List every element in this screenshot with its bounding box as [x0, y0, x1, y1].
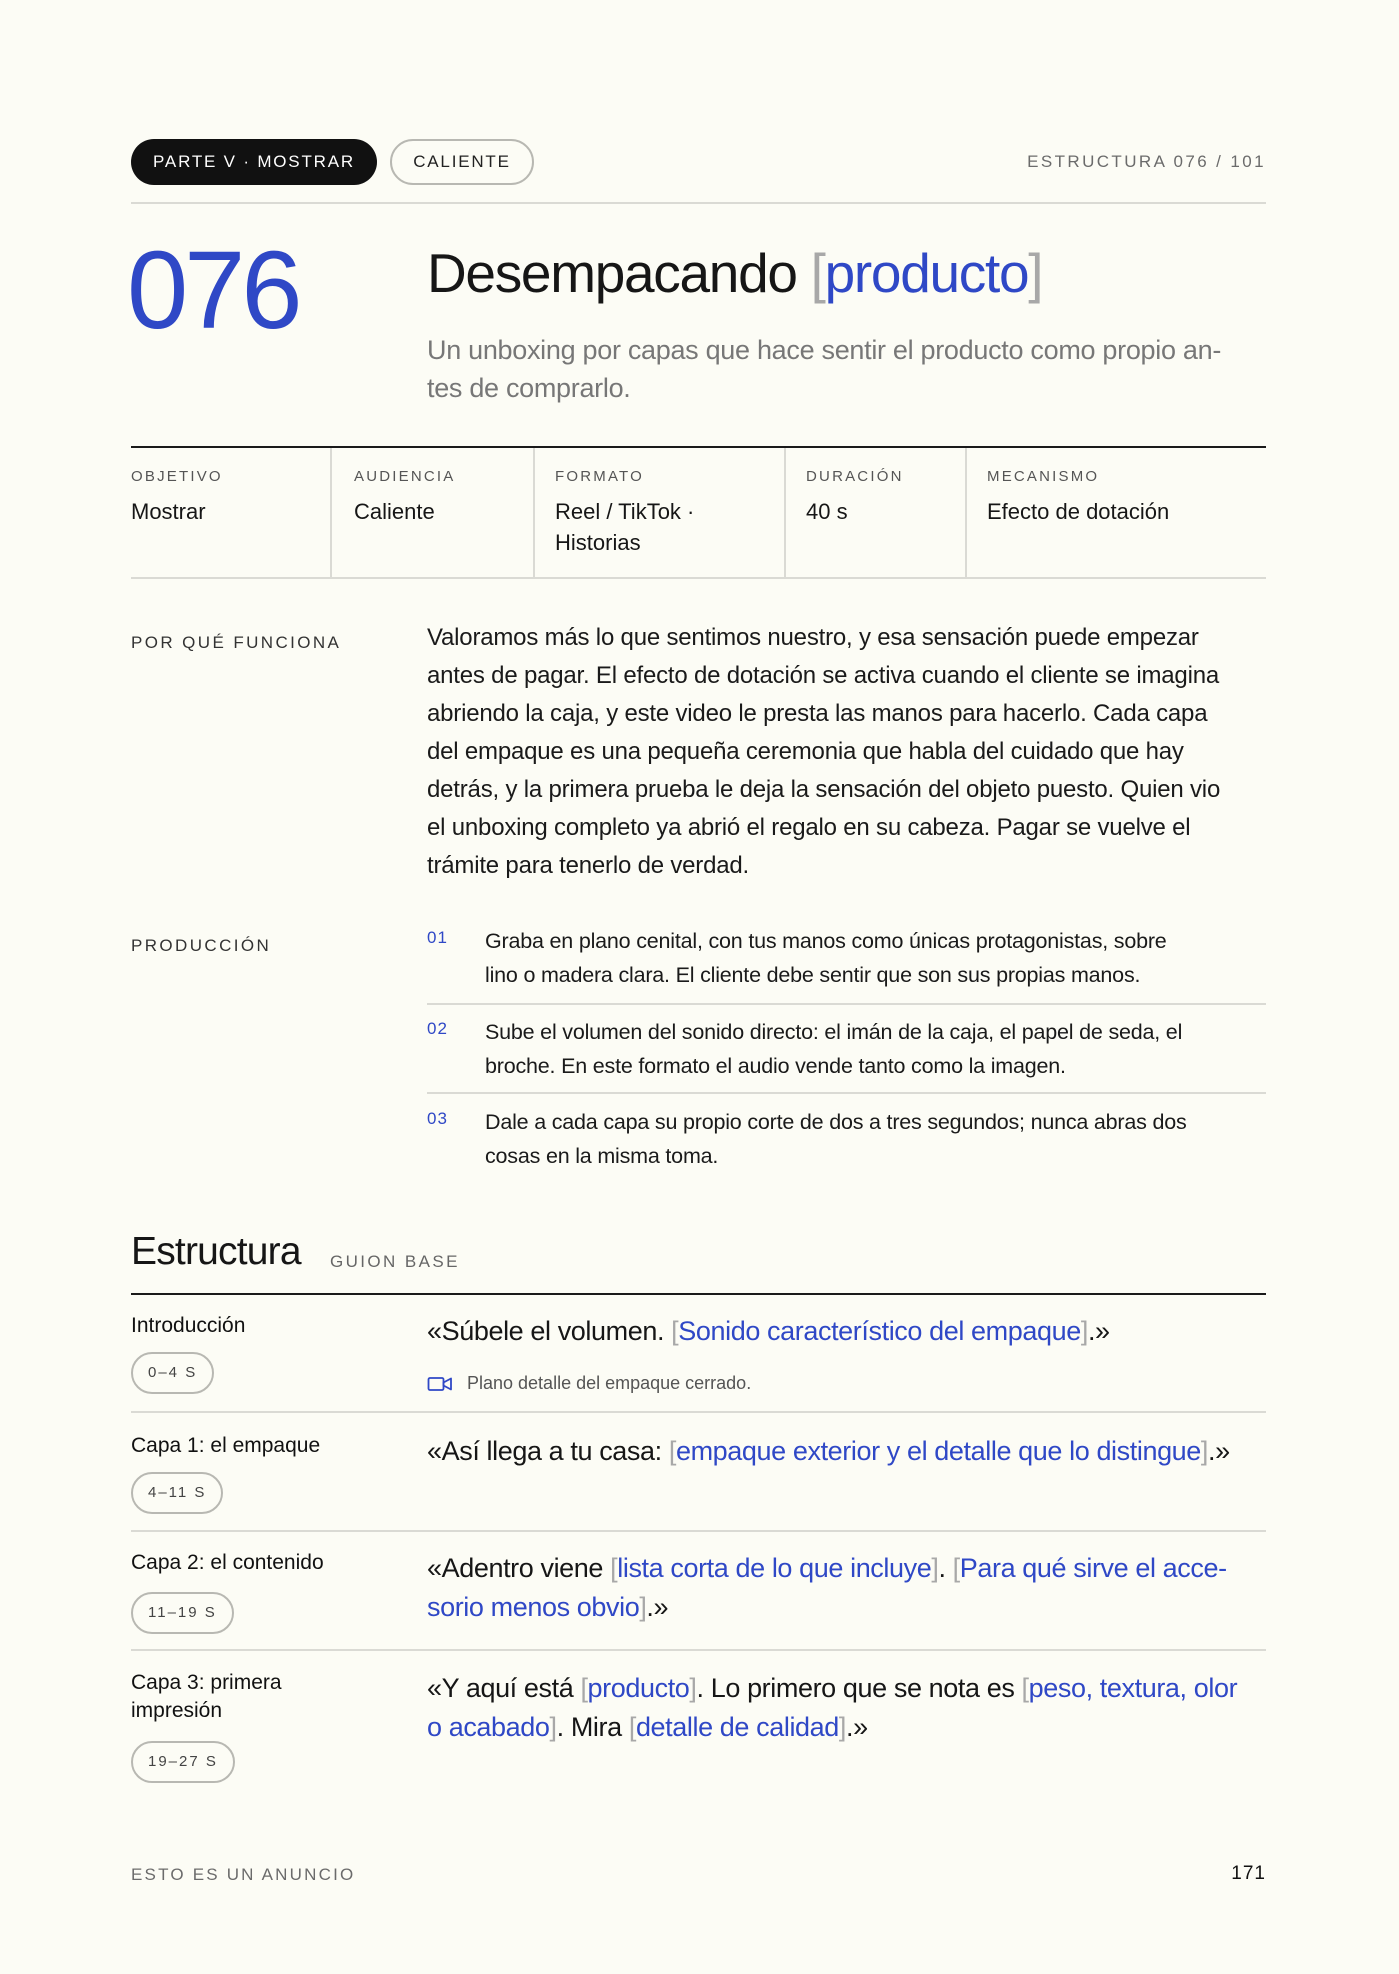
meta-label: AUDIENCIA	[354, 468, 456, 485]
script-placeholder: detalle de calidad	[635, 1712, 839, 1742]
beat-script	[427, 1669, 1267, 1747]
beat-name-line: Capa 3: primera	[131, 1671, 282, 1694]
production-number: 03	[427, 1109, 448, 1128]
script-text: . Lo primero que se nota es	[696, 1673, 1022, 1703]
meta-value-line: 40 s	[806, 499, 848, 524]
shot-note	[427, 1370, 751, 1396]
shot-note-text: Plano detalle del empaque cerrado.	[467, 1373, 752, 1393]
structure-row-divider	[131, 1649, 1266, 1651]
why-line: el unboxing completo ya abrió el regalo en su cabeza. Pagar se vuelve el	[427, 814, 1191, 841]
meta-label: MECANISMO	[987, 468, 1100, 485]
meta-value	[354, 496, 435, 527]
script-placeholder: producto	[587, 1673, 690, 1703]
bracket-close: ]	[1200, 1436, 1209, 1466]
meta-value-line: Mostrar	[131, 499, 206, 524]
entry-number: 076	[127, 229, 299, 352]
script-text: . Mira	[556, 1712, 629, 1742]
title-main: Desempacando	[427, 242, 811, 304]
time-pill: 4–11 S	[131, 1472, 223, 1514]
bracket-close: ]	[1080, 1316, 1088, 1346]
bracket-open: [	[628, 1712, 636, 1742]
beat-script	[427, 1549, 1267, 1627]
meta-value	[555, 496, 694, 558]
beat-name-line: Capa 1: el empaque	[131, 1434, 321, 1457]
meta-mecanismo	[987, 448, 1257, 577]
subtitle-line: Un unboxing por capas que hace sentir el producto como propio an-	[427, 335, 1222, 365]
meta-value-line: Efecto de dotación	[987, 499, 1170, 524]
script-text: «Así llega a tu casa:	[427, 1436, 669, 1466]
time-pill: 0–4 S	[131, 1352, 214, 1394]
meta-value-line: Caliente	[354, 499, 435, 524]
beat-name-line: impresión	[131, 1699, 223, 1722]
script-text: .	[938, 1553, 953, 1583]
why-line: trámite para tenerlo de verdad.	[427, 852, 749, 879]
production-text	[485, 924, 1265, 992]
production-line: Sube el volumen del sonido directo: el imán de la caja, el papel de seda, el	[485, 1020, 1183, 1044]
bracket-close: ]	[639, 1592, 647, 1622]
bracket-open: [	[668, 1436, 676, 1466]
entry-title	[427, 242, 1043, 304]
meta-label: FORMATO	[555, 468, 645, 485]
beat-name	[131, 1312, 371, 1340]
beat-script	[427, 1432, 1267, 1471]
meta-duracion	[806, 448, 956, 577]
meta-divider	[965, 448, 967, 577]
bracket-open: [	[952, 1553, 960, 1583]
bracket-close: ]	[838, 1712, 847, 1742]
meta-objetivo	[131, 448, 331, 577]
title-bracket-open: [	[810, 242, 825, 304]
production-line: cosas en la misma toma.	[485, 1144, 719, 1168]
production-number: 01	[427, 928, 448, 947]
meta-divider	[533, 448, 535, 577]
title-bracket-close: ]	[1028, 242, 1043, 304]
beat-name	[131, 1432, 371, 1460]
why-label: POR QUÉ FUNCIONA	[131, 633, 342, 652]
script-text: .»	[1087, 1316, 1110, 1346]
video-camera-icon	[427, 1373, 453, 1395]
production-number: 02	[427, 1019, 448, 1038]
script-text: «Súbele el volumen.	[427, 1316, 672, 1346]
page	[127, 0, 1266, 1974]
production-line: broche. En este formato el audio vende tanto como la imagen.	[485, 1054, 1066, 1078]
script-placeholder: peso, textura, olor	[1028, 1673, 1238, 1703]
subtitle-line: tes de comprarlo.	[427, 373, 631, 403]
meta-divider	[784, 448, 786, 577]
structure-subtitle: GUION BASE	[330, 1252, 460, 1271]
entry-subtitle	[427, 331, 1267, 407]
beat-script	[427, 1312, 1267, 1351]
production-text	[485, 1105, 1265, 1173]
beat-name-line: Capa 2: el contenido	[131, 1551, 324, 1574]
script-placeholder: lista corta de lo que incluye	[617, 1553, 932, 1583]
script-text: «Adentro viene	[427, 1553, 611, 1583]
script-text: .»	[1208, 1436, 1230, 1466]
structure-top-rule	[131, 1293, 1266, 1295]
bracket-open: [	[1021, 1673, 1029, 1703]
time-pill: 19–27 S	[131, 1741, 235, 1783]
meta-audiencia	[354, 448, 524, 577]
script-text: .»	[846, 1712, 868, 1742]
script-text: .»	[646, 1592, 669, 1622]
bracket-close: ]	[549, 1712, 557, 1742]
beat-name	[131, 1549, 371, 1577]
meta-formato	[555, 448, 775, 577]
production-text	[485, 1015, 1265, 1083]
structure-title: Estructura	[131, 1230, 301, 1273]
bracket-close: ]	[689, 1673, 697, 1703]
title-placeholder: producto	[824, 242, 1029, 304]
footer-note: ESTO ES UN ANUNCIO	[131, 1865, 356, 1884]
why-line: antes de pagar. El efecto de dotación se activa cuando el cliente se imagina	[427, 662, 1219, 689]
why-line: del empaque es una pequeña ceremonia que habla del cuidado que hay	[427, 738, 1184, 765]
bracket-open: [	[580, 1673, 588, 1703]
production-line: Graba en plano cenital, con tus manos como únicas protagonistas, sobre	[485, 929, 1167, 953]
production-line: lino o madera clara. El cliente debe sentir que son sus propias manos.	[485, 963, 1141, 987]
script-placeholder: o acabado	[427, 1712, 550, 1742]
time-pill: 11–19 S	[131, 1592, 234, 1634]
meta-divider	[330, 448, 332, 577]
meta-value	[131, 496, 206, 527]
script-placeholder: sorio menos obvio	[427, 1592, 640, 1622]
bracket-close: ]	[931, 1553, 939, 1583]
why-line: Valoramos más lo que sentimos nuestro, y esa sensación puede empezar	[427, 624, 1199, 651]
structure-counter: ESTRUCTURA 076 / 101	[1027, 152, 1266, 171]
beat-name	[131, 1669, 371, 1725]
script-text: «Y aquí está	[427, 1673, 581, 1703]
script-placeholder: Para qué sirve el acce-	[959, 1553, 1227, 1583]
part-pill: PARTE V · MOSTRAR	[131, 139, 377, 185]
header	[131, 139, 1266, 185]
why-line: abriendo la caja, y este video le presta las manos para hacerlo. Cada capa	[427, 700, 1208, 727]
beat-name-line: Introducción	[131, 1314, 246, 1337]
bracket-open: [	[610, 1553, 618, 1583]
production-line: Dale a cada capa su propio corte de dos a tres segundos; nunca abras dos	[485, 1110, 1187, 1134]
production-divider	[427, 1092, 1266, 1094]
meta-value	[987, 496, 1169, 527]
bracket-open: [	[671, 1316, 679, 1346]
meta-value-line: Historias	[555, 530, 641, 555]
why-text	[427, 619, 1267, 885]
why-line: detrás, y la primera prueba le deja la sensación del objeto puesto. Quien vio	[427, 776, 1221, 803]
meta-label: OBJETIVO	[131, 468, 223, 485]
temperature-pill: CALIENTE	[390, 139, 534, 185]
meta-value	[806, 496, 848, 527]
structure-row-divider	[131, 1411, 1266, 1413]
production-divider	[427, 1003, 1266, 1005]
header-divider	[131, 202, 1266, 204]
meta-value-line: Reel / TikTok ·	[555, 499, 695, 524]
script-placeholder: Sonido característico del empaque	[678, 1316, 1081, 1346]
script-placeholder: empaque exterior y el detalle que lo distingue	[675, 1436, 1201, 1466]
meta-bottom-rule	[131, 577, 1266, 579]
structure-row-divider	[131, 1530, 1266, 1532]
meta-label: DURACIÓN	[806, 468, 904, 485]
production-label: PRODUCCIÓN	[131, 936, 272, 955]
meta-table	[131, 448, 1266, 577]
page-number: 171	[1231, 1863, 1266, 1884]
